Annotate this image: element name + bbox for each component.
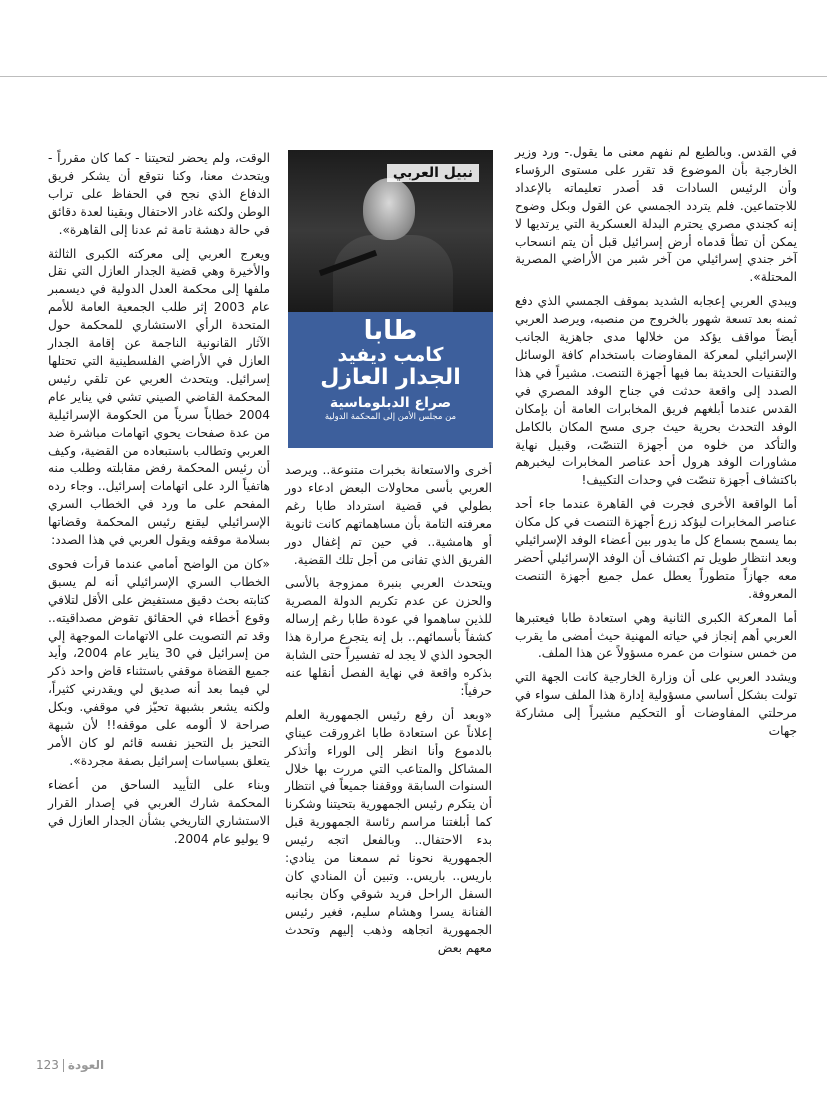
book-title-line2: كامب ديفيد [337, 344, 444, 366]
book-title-line1: طابا [363, 316, 418, 346]
paragraph: وبناء على التأييد الساحق من أعضاء المحكمة شارك العربي في إصدار القرار الاستشاري التاريخي بشأن الجدار العازل في 9 يوليو عام 2004. [48, 777, 270, 846]
paragraph: ويشدد العربي على أن وزارة الخارجية كانت الجهة التي تولت بشكل أساسي مسؤولية إدارة هذا الملف سواء في مرحلتي المفاوضات أو التحكيم مشيراً إلى مشاركة جهات [515, 670, 797, 739]
paragraph: ويتحدث العربي بنبرة ممزوجة بالأسى والحزن عن عدم تكريم الدولة المصرية للذين ساهموا في عودة طابا رغم إرساله كشفاً بأسمائهم.. بل إنه يتجرع مرارة هذا الجحود الذي لا يجد له تفسيراً حتى الشابة بذكره واقعة في نهاية الفصل أنقلها عنه حرفياً: [285, 576, 492, 698]
article-column-left [48, 150, 270, 854]
book-title-line3: الجدار العازل [320, 365, 461, 390]
book-cover [288, 150, 493, 448]
paragraph: أما الواقعة الأخرى فجرت في القاهرة عندما جاء أحد عناصر المخابرات ليؤكد زرع أجهزة التنصت في كل مكان بما يسمح بسماع كل ما يدور بين أعضاء الوفد الإسرائيلي وبعد انتظار طويل تم اكتشاف أن الوفد الإسرائيلي أحضر معه جهازاً متطوراً يعطل عمل جميع أجهزة التنصت المعروفة. [515, 497, 797, 601]
footer-divider [63, 1059, 64, 1072]
paragraph: الوقت، ولم يحضر لتحيتنا - كما كان مقرراً - ويتحدث معنا، وكنا نتوقع أن يشكر فريق الدفاع الذي نجح في الحفاظ على تراب الوطن ولكنه غادر الاحتفال وبقينا لعدة دقائق في حالة دهشة تامة ثم عدنا إلى القاهرة». [48, 151, 270, 237]
page-number: 123 [36, 1058, 59, 1072]
paragraph: في القدس. وبالطبع لم نفهم معنى ما يقول.- ورد وزير الخارجية بأن الموضوع قد تقرر على مستوى الرؤساء وأن الرئيس السادات قد أصدر تعليماته بالإعداد للاجتماعين. فلم يتردد الجمسي عن القول وبكل وضوح إنه كجندي مصري يحترم البدلة العسكرية التي يرتديها لا يمكن أن تطأ قدماه أرض إسرائيل قبل أن يتم انسحاب آخر جندي إسرائيلي من آخر شبر من الأراضي المصرية المحتلة». [515, 145, 797, 285]
article-column-right [515, 144, 797, 747]
book-title-block [288, 312, 493, 448]
paragraph: ويبدي العربي إعجابه الشديد بموقف الجمسي الذي دفع ثمنه بعد تسعة شهور بالخروج من منصبه، ويرصد العربي أيضاً مواقف يؤكد من خلالها مدى جاهزية الجانب الإسرائيلي لمعركة المفاوضات باستخدام كافة الوسائل والتقنيات الحديثة بما فيها أجهزة التنصت. مشيراً في هذا الصدد إلى واقعة حدثت في جناح الوفد المصري في القدس عندما أبلغهم فريق المخابرات العامة أن بإمكان الوفد التحدث بحرية حيث جرى مسح المكان بالكامل والتأكد من خلوه من أجهزة التنصّت، وقبيل نهاية مشاورات الوفد هرول أحد عناصر المخابرات ليخبرهم باكتشاف أجهزة تنصّت في وحدات التكييف! [515, 294, 797, 488]
book-author: نبيل العربي [387, 164, 479, 182]
paragraph: أما المعركة الكبرى الثانية وهي استعادة طابا فيعتبرها العربي أهم إنجاز في حياته المهنية حيث أمضى ما يقرب من خمس سنوات من عمره مسؤولاً عن هذا الملف. [515, 610, 797, 661]
magazine-name: العودة [67, 1058, 105, 1072]
paragraph: «وبعد أن رفع رئيس الجمهورية العلم إعلاناً عن استعادة طابا اغرورقت عيناي بالدموع وأنا انظر إلى الوراء وأتذكر المشاكل والمتاعب التي مررت بها خلال السنوات السابقة ووقفنا جميعاً في انتظار أن يتكرم رئيس الجمهورية بتحيتنا وشكرنا كما أبلغتنا مراسم رئاسة الجمهورية قبل بدء الاحتفال.. وبالفعل اتجه رئيس الجمهورية نحونا ثم سمعنا من ينادي: باريس.. باريس.. وتبين أن المنادي كان السفل الراحل فريد شوقي وكان بجانبه الفنانة يسرا وهشام سليم، فغير رئيس الجمهورية اتجاهه وذهب إليهم وتحدث معهم بعض [285, 707, 492, 955]
page-footer [36, 1058, 104, 1072]
paragraph: ويعرج العربي إلى معركته الكبرى الثالثة والأخيرة وهي قضية الجدار العازل التي نقل ملفها إلى محكمة العدل الدولية في ديسمبر عام 2003 إثر طلب الجمعية العامة للأمم المتحدة الرأي الاستشاري للمحكمة حول الآثار القانونية الناجمة عن إقامة الجدار العازل في الأراضي الفلسطينية التي تحتلها إسرائيل. ويتحدث العربي عن تلقي رئيس المحكمة القاضي الصيني تشي في يناير عام 2004 خطاباً سرياً من الحكومة الإسرائيلية من عدة صفحات يحوي اتهامات مباشرة ضد العربي وتطالب باستبعاده من القضية، وكيف أن رئيس المحكمة رفض مقابلته وطلب منه هاتفياً الرد على اتهامات إسرائيل.. وجاء رده المفحم على ما ورد في الخطاب السري الإسرائيلي ليقنع رئيس المحكمة وقضاتها بسلامة موقفه ويقول العربي في هذا الصدد: [48, 246, 270, 548]
paragraph: أخرى والاستعانة بخبرات متنوعة.. ويرصد العربي بأسى محاولات البعض ادعاء دور بطولي في قضية استرداد طابا رغم معرفته التامة بأن مساهماتهم كانت ثانوية أو هامشية.. في حين تم إغفال دور الفريق الذي تفانى من أجل تلك القضية. [285, 463, 492, 567]
header-rule [0, 76, 827, 77]
book-subtitle: صراع الدبلوماسية [329, 395, 452, 411]
paragraph: «كان من الواضح أمامي عندما قرأت فحوى الخطاب السري الإسرائيلي أنه لم يسبق كتابته بحث دقيق مستفيض على الأقل لتلافي وقوع أخطاء في الحقائق تقوض مصداقيته.. وقد تم التصويت على الاتهامات الموجهة إلي من إسرائيل في 30 يناير عام 2004، وأيد جميع القضاة موقفي باستثناء قاض واحد ذكر لي فيما بعد أنه صديق لي ويقدرني كثيراً، ولكنه يشعر بشبهة تحيّز في موقفي. وبكل صراحة لا ألومه على موقفه!! لأن شبهة التحيز بل التحيز نفسه قائم لو كان الأمر يتعلق بسياسات إسرائيل بصفة مجردة». [48, 556, 270, 768]
book-subtitle-2: من مجلس الأمن إلى المحكمة الدولية [324, 412, 457, 422]
article-column-middle [285, 462, 492, 963]
